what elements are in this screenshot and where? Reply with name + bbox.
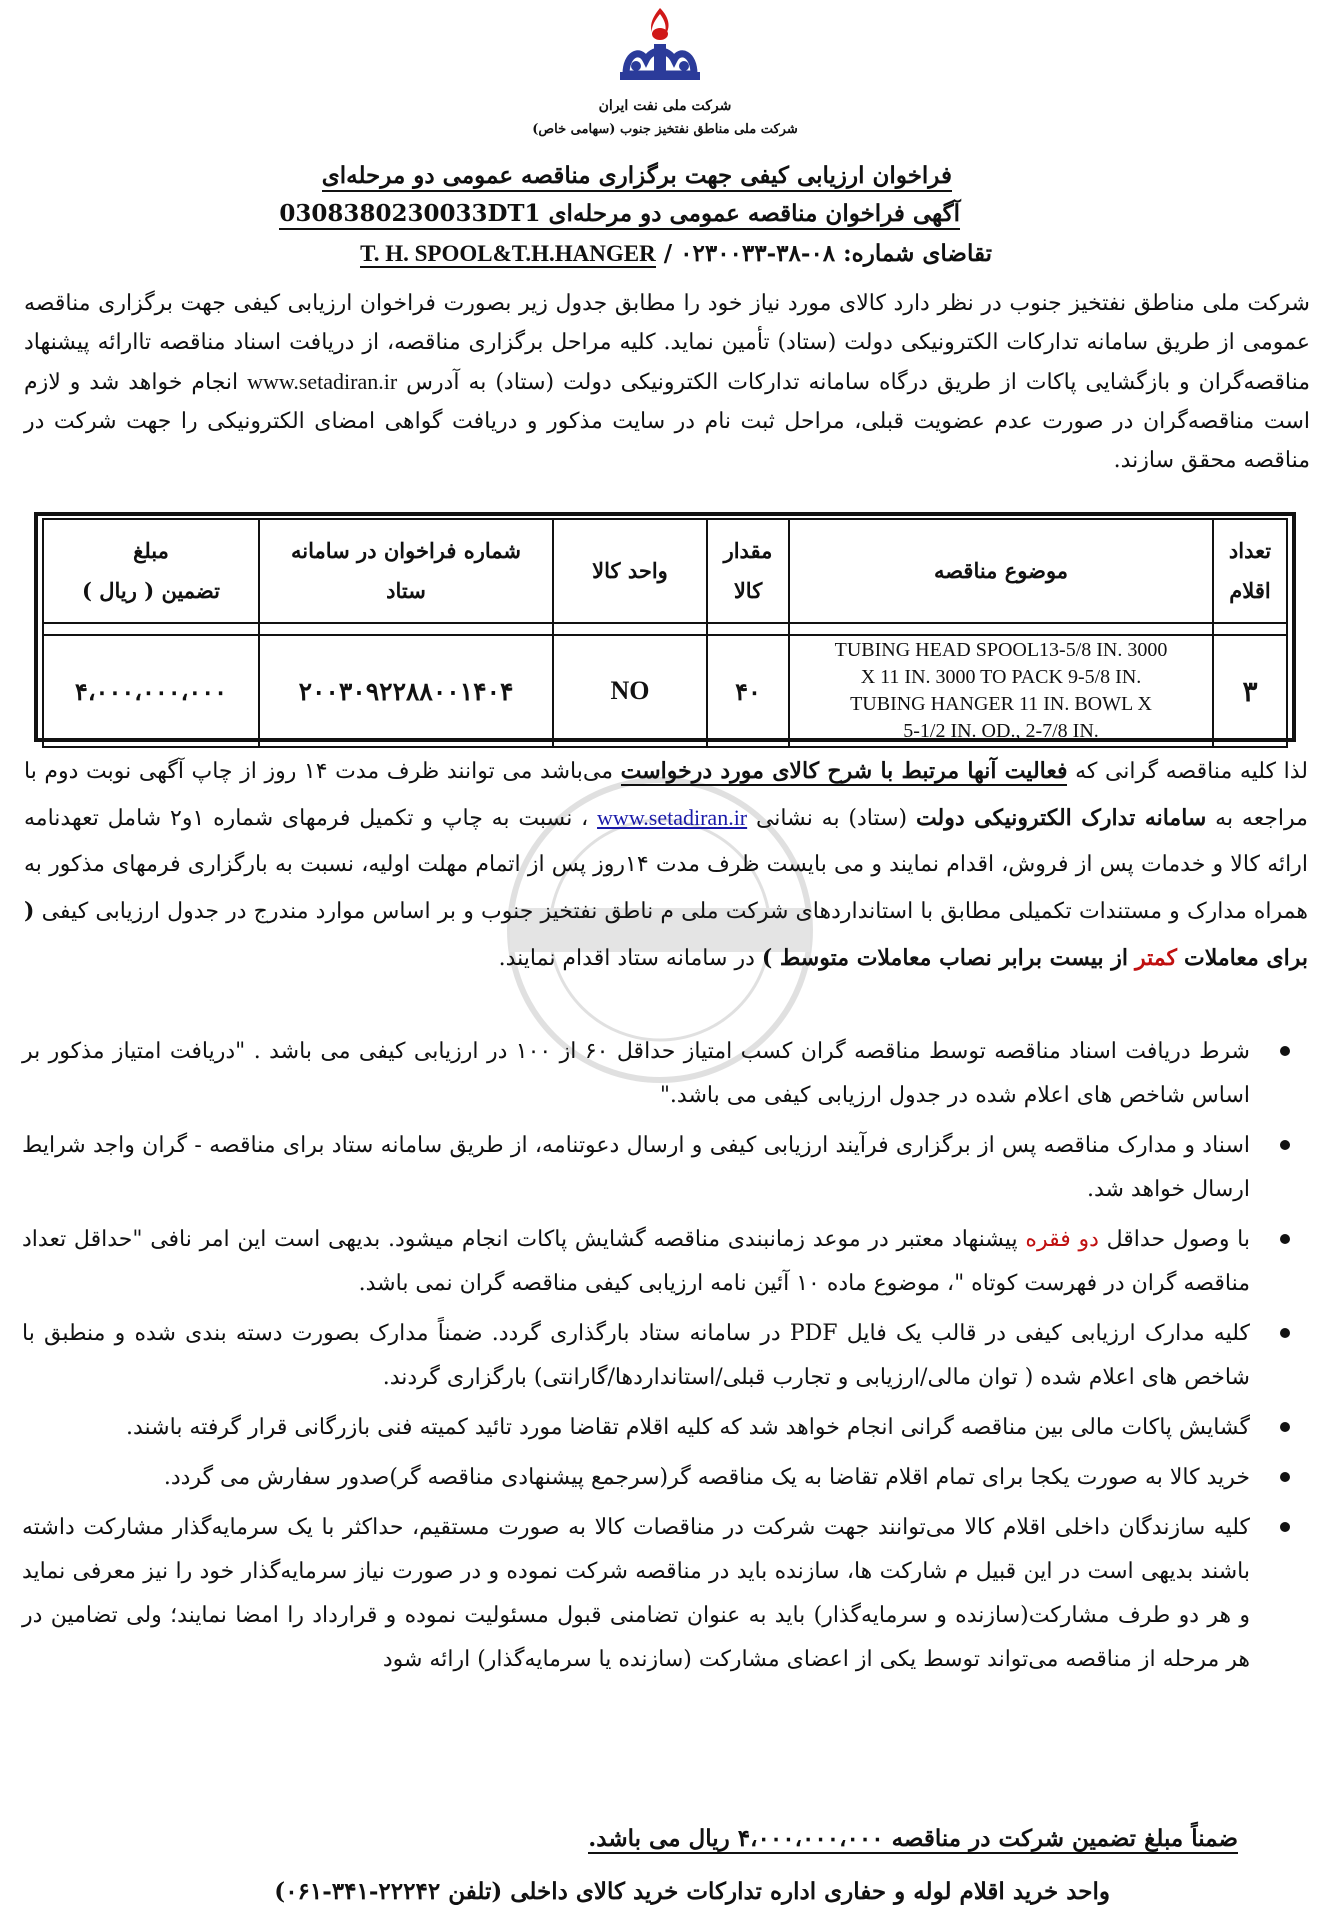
table-spacer-row [43, 623, 1287, 635]
col-unit-header: واحد کالا [553, 519, 707, 623]
bullet-red-text: دو فقره [1025, 1227, 1099, 1252]
list-item: شرط دریافت اسناد مناقصه توسط مناقصه گران کسب امتیاز حداقل ۶۰ از ۱۰۰ در ارزیابی کیفی می باشد . "دریافت امتیاز مذکور بر اساس شاخص های اعلام شده در جدول ارزیابی کیفی می باشد." [22, 1030, 1250, 1118]
list-item: خرید کالا به صورت یکجا برای تمام اقلام تقاضا به یک مناقصه گر(سرجمع پیشنهادی مناقصه گر)صدور سفارش می گردد. [22, 1456, 1250, 1500]
request-separator: / [663, 240, 673, 267]
subtitle-code: 0308380230033DT1 [279, 200, 541, 227]
body-bold-3: ( برای معاملات [24, 898, 1308, 971]
table-row [43, 635, 1287, 747]
bullet-icon [1280, 1046, 1290, 1056]
subject-line-4: 5-1/2 IN. OD., 2-7/8 IN. [903, 720, 1099, 742]
list-item: کلیه مدارک ارزیابی کیفی در قالب یک فایل PDF در سامانه ستاد بارگذاری گردد. ضمناً مدارک بصورت دسته بندی شده و منطبق با شاخص های اعلام شده ( توان مالی/ارزیابی و تجارب قبلی/استانداردها/گارانتی) بارگزاری گردند. [22, 1312, 1250, 1400]
nioc-logo-icon [606, 4, 714, 96]
company-name: شرکت ملی نفت ایران [598, 98, 732, 114]
cell-number: ۲۰۰۳۰۹۲۲۸۸۰۰۱۴۰۴ [259, 635, 553, 747]
cell-qty: ۴۰ [707, 635, 789, 747]
subject-line-2: X 11 IN. 3000 TO PACK 9-5/8 IN. [860, 666, 1142, 688]
bullet-icon [1280, 1522, 1290, 1532]
intro-paragraph [24, 284, 1310, 480]
request-item: T. H. SPOOL&T.H.HANGER [360, 241, 656, 266]
cell-unit: NO [553, 635, 707, 747]
body-bold-1: فعالیت آنها مرتبط با شرح کالای مورد درخواست [620, 758, 1068, 784]
body-bold-4: از بیست برابر نصاب معاملات متوسط ) [761, 945, 1129, 971]
subject-line-1: TUBING HEAD SPOOL13-5/8 IN. 3000 [834, 639, 1168, 661]
body-bold-2: سامانه تدارک الکترونیکی دولت [915, 805, 1207, 831]
cell-subject [789, 635, 1213, 747]
intro-text-2: انجام خواهد شد و لازم است مناقصه‌گران در صورت عدم عضویت قبلی، مراحل ثبت نام در سایت مذکور و دریافت گواهی امضای الکترونیکی را جهت شرکت در مناقصه محقق سازند. [24, 370, 1310, 473]
bullet-icon [1280, 1140, 1290, 1150]
col-qty-header: مقدار کالا [707, 519, 789, 623]
request-label: تقاضای شماره: [843, 240, 992, 267]
request-number: ۰۸-۳۸-۰۲۳۰۰۳۳ [680, 240, 836, 267]
conditions-list [22, 1030, 1250, 1688]
col-subject-header: موضوع مناقصه [789, 519, 1213, 623]
list-item: کلیه سازندگان داخلی اقلام کالا می‌توانند جهت شرکت در مناقصات کالا به صورت مستقیم، حداکثر با یک سرمایه‌گذار مشارکت داشته باشند بدیهی است در این قبیل م شارکت ها، سازنده باید در مناقصه شرکت نموده و در صورت نیاز سرمایه‌گذار خود را نیز معرفی نماید و هر دو طرف مشارکت(سازنده و سرمایه‌گذار) باید به عنوان تضامنی قبول مسئولیت نموده و قرارداد را امضا نمایند؛ ولی تضامین در هر مرحله از مناقصه می‌تواند توسط یکی از اعضای مشارکت (سازنده یا سرمایه‌گذار) ارائه شود [22, 1506, 1250, 1682]
request-line [360, 240, 992, 267]
guarantee-amount-note: ضمناً مبلغ تضمین شرکت در مناقصه ۴،۰۰۰،۰۰۰،۰۰۰ ریال می باشد. [588, 1825, 1238, 1852]
bullet-icon [1280, 1422, 1290, 1432]
items-table [42, 518, 1288, 748]
body-text-2: می‌باشد می توانند ظرف مدت ۱۴ روز از چاپ آگهی نوبت دوم با مراجعه به [24, 759, 1308, 831]
body-red-text: کمتر [1135, 945, 1178, 971]
notice-title: فراخوان ارزیابی کیفی جهت برگزاری مناقصه عمومی دو مرحله‌ای [322, 162, 952, 192]
bullet-icon [1280, 1472, 1290, 1482]
col-count-header: تعداد اقلام [1213, 519, 1287, 623]
company-subname: شرکت ملی مناطق نفتخیز جنوب (سهامی خاص) [532, 122, 798, 137]
body-text-1: لذا کلیه مناقصه گرانی که [1075, 759, 1308, 784]
subtitle-prefix: آگهی فراخوان مناقصه عمومی دو مرحله‌ای [548, 200, 960, 227]
body-text-5: در سامانه ستاد اقدام نمایند. [498, 946, 755, 971]
cell-count: ۳ [1213, 635, 1287, 747]
cell-amount: ۴،۰۰۰،۰۰۰،۰۰۰ [43, 635, 259, 747]
col-number-header: شماره فراخوان در سامانه ستاد [259, 519, 553, 623]
bullet-icon [1280, 1234, 1290, 1244]
list-item: گشایش پاکات مالی بین مناقصه گرانی انجام خواهد شد که کلیه اقلام تقاضا مورد تائید کمیته فنی بازرگانی قرار گرفته باشند. [22, 1406, 1250, 1450]
body-text-3: (ستاد) به نشانی [755, 806, 908, 831]
list-item: با وصول حداقل دو فقره پیشنهاد معتبر در موعد زمانبندی مناقصه گشایش پاکات انجام میشود. بدیهی است این امر نافی "حداقل تعداد مناقصه گران در فهرست کوتاه "، موضوع ماده ۱۰ آئین نامه ارزیابی کیفی مناقصه گران نمی باشد. [22, 1218, 1250, 1306]
setadiran-link[interactable]: www.setadiran.ir [597, 805, 748, 830]
notice-subtitle [279, 200, 960, 230]
col-amount-header: مبلغ تضمین ( ریال ) [43, 519, 259, 623]
bullet-icon [1280, 1328, 1290, 1338]
body-text-4: ، نسبت به چاپ و تکمیل فرمهای شماره ۱و۲ شامل تعهدنامه ارائه کالا و خدمات پس از فروش، اقدام نمایند و می بایست ظرف مدت ۱۴روز پس از اتمام مهلت اولیه، نسبت به بارگزاری فرمهای مذکور به همراه مدارک و مستندات تکمیلی مطابق با استانداردهای شرکت ملی م ناطق نفتخیز جنوب و بر اساس موارد مندرج در جدول ارزیابی کیفی [24, 806, 1308, 924]
main-paragraph [24, 748, 1308, 982]
list-item: اسناد و مدارک مناقصه پس از برگزاری فرآیند ارزیابی کیفی و ارسال دعوتنامه، از طریق سامانه ستاد برای مناقصه - گران واجد شرایط ارسال خواهد شد. [22, 1124, 1250, 1212]
intro-text-1: شرکت ملی مناطق نفتخیز جنوب در نظر دارد کالای مورد نیاز خود را مطابق جدول زیر بصورت فراخوان ارزیابی کیفی جهت برگزاری مناقصه عمومی از طریق سامانه تدارکات الکترونیکی دولت (ستاد) تأمین نماید. کلیه مراحل برگزاری مناقصه، از دریافت اسناد مناقصه تاارائه پیشنهاد مناقصه‌گران و بازگشایی پاکات از طریق درگاه سامانه تدارکات الکترونیکی دولت (ستاد) به آدرس [24, 291, 1311, 395]
contact-footer: واحد خرید اقلام لوله و حفاری اداره تدارکات خرید کالای داخلی (تلفن ۲۲۲۴۲-۳۴۱-۰۶۱) [274, 1878, 1110, 1905]
intro-url: www.setadiran.ir [247, 369, 398, 394]
subject-line-3: TUBING HANGER 11 IN. BOWL X [850, 693, 1152, 715]
table-header-row [43, 519, 1287, 623]
